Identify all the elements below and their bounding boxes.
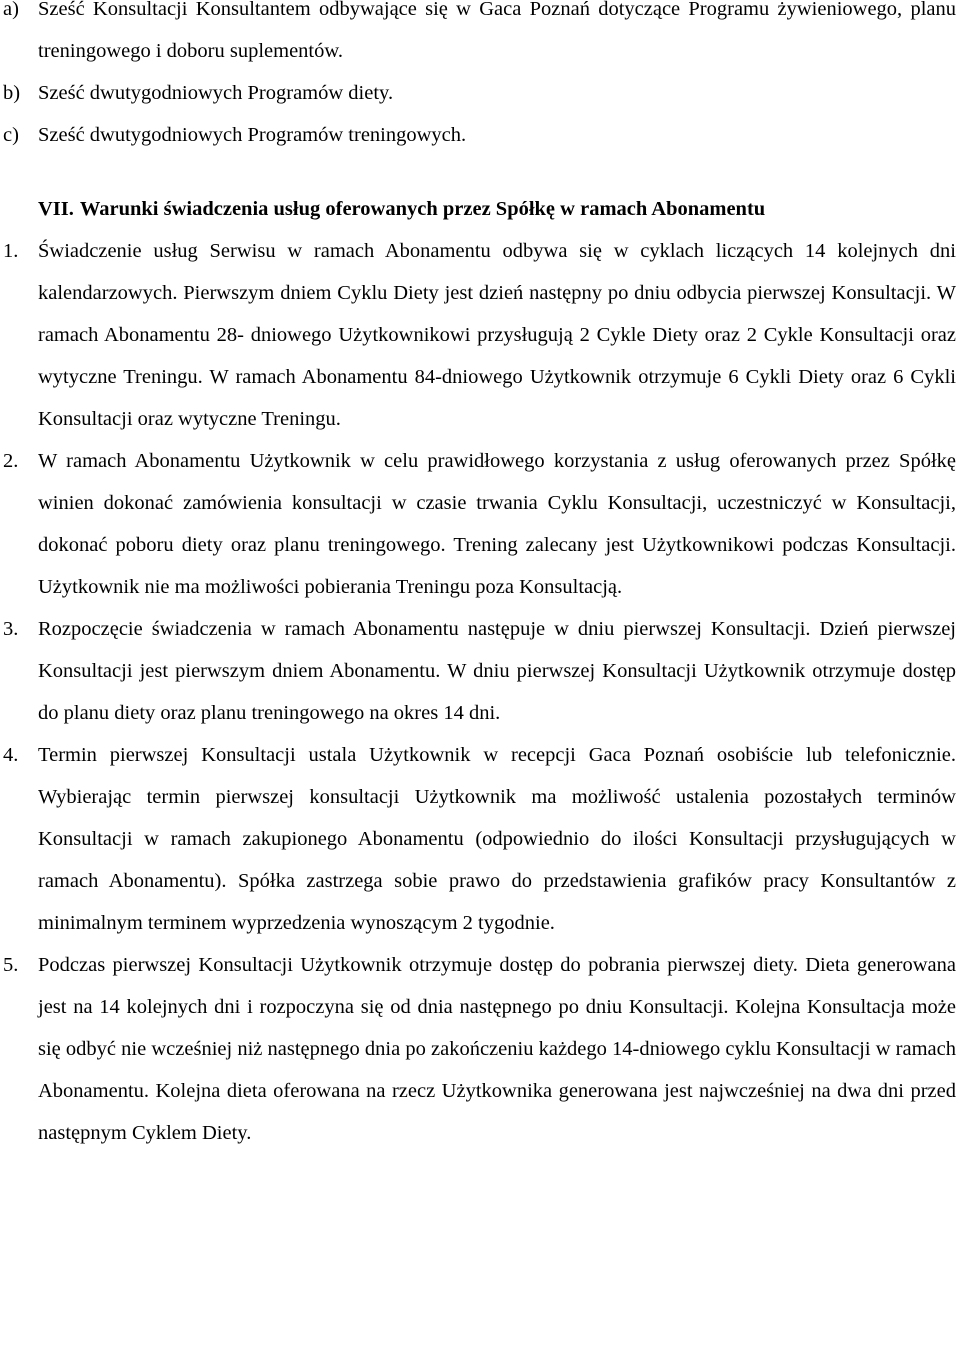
list-a: [0, 0, 960, 156]
list-item: [0, 114, 960, 156]
list-item-text: Sześć dwutygodniowych Programów treningowych.: [38, 124, 467, 146]
list-marker: c): [3, 124, 19, 146]
numbered-point: [0, 944, 960, 1154]
list-item: [0, 0, 960, 72]
list-item-text: Sześć dwutygodniowych Programów diety.: [38, 82, 394, 104]
point-number: 1.: [3, 240, 19, 262]
point-text: Świadczenie usług Serwisu w ramach Abonamentu odbywa się w cyklach liczących 14 kolejnych dni kalendarzowych. Pierwszym dniem Cyklu Diety jest dzień następny po dniu odbycia pierwszej Konsultacji. W ramach Abonamentu 28- dniowego Użytkownikowi przysługują 2 Cykle Diety oraz 2 Cykle Konsultacji oraz wytyczne Treningu. W ramach Abonamentu 84-dniowego Użytkownik otrzymuje 6 Cykli Diety oraz 6 Cykli Konsultacji oraz wytyczne Treningu.: [38, 240, 956, 430]
list-marker: b): [3, 82, 21, 104]
point-text: W ramach Abonamentu Użytkownik w celu prawidłowego korzystania z usług oferowanych przez Spółkę winien dokonać zamówienia konsultacji w czasie trwania Cyklu Konsultacji, uczestniczyć w Konsultacji, dokonać poboru diety oraz planu treningowego. Trening zalecany jest Użytkownikowi podczas Konsultacji. Użytkownik nie ma możliwości pobierania Treningu poza Konsultacją.: [38, 450, 956, 598]
section-number: VII.: [38, 198, 74, 220]
list-item: [0, 72, 960, 114]
point-text: Rozpoczęcie świadczenia w ramach Abonamentu następuje w dniu pierwszej Konsultacji. Dzień pierwszej Konsultacji jest pierwszym dniem Abonamentu. W dniu pierwszej Konsultacji Użytkownik otrzymuje dostęp do planu diety oraz planu treningowego na okres 14 dni.: [38, 618, 956, 724]
list-marker: a): [3, 0, 19, 20]
numbered-points: [0, 230, 960, 1154]
numbered-point: [0, 608, 960, 734]
section-title: Warunki świadczenia usług oferowanych przez Spółkę w ramach Abonamentu: [79, 198, 766, 220]
point-number: 3.: [3, 618, 19, 640]
numbered-point: [0, 734, 960, 944]
point-number: 2.: [3, 450, 19, 472]
point-text: Podczas pierwszej Konsultacji Użytkownik otrzymuje dostęp do pobrania pierwszej diety. Dieta generowana jest na 14 kolejnych dni i rozpoczyna się od dnia następnego po dniu Konsultacji. Kolejna Konsultacja może się odbyć nie wcześniej niż następnego dnia po zakończeniu każdego 14-dniowego cyklu Konsultacji w ramach Abonamentu. Kolejna dieta oferowana na rzecz Użytkownika generowana jest najwcześniej na dwa dni przed następnym Cyklem Diety.: [38, 954, 956, 1144]
section-heading: [0, 188, 960, 230]
point-number: 5.: [3, 954, 19, 976]
numbered-point: [0, 230, 960, 440]
point-number: 4.: [3, 744, 19, 766]
point-text: Termin pierwszej Konsultacji ustala Użytkownik w recepcji Gaca Poznań osobiście lub telefonicznie. Wybierając termin pierwszej konsultacji Użytkownik ma możliwość ustalenia pozostałych terminów Konsultacji w ramach zakupionego Abonamentu (odpowiednio do ilości Konsultacji przysługujących w ramach Abonamentu). Spółka zastrzega sobie prawo do przedstawienia grafików pracy Konsultantów z minimalnym terminem wyprzedzenia wynoszącym 2 tygodnie.: [38, 744, 956, 934]
list-item-text: Sześć Konsultacji Konsultantem odbywające się w Gaca Poznań dotyczące Programu żywieniowego, planu treningowego i doboru suplementów.: [38, 0, 956, 62]
numbered-point: [0, 440, 960, 608]
